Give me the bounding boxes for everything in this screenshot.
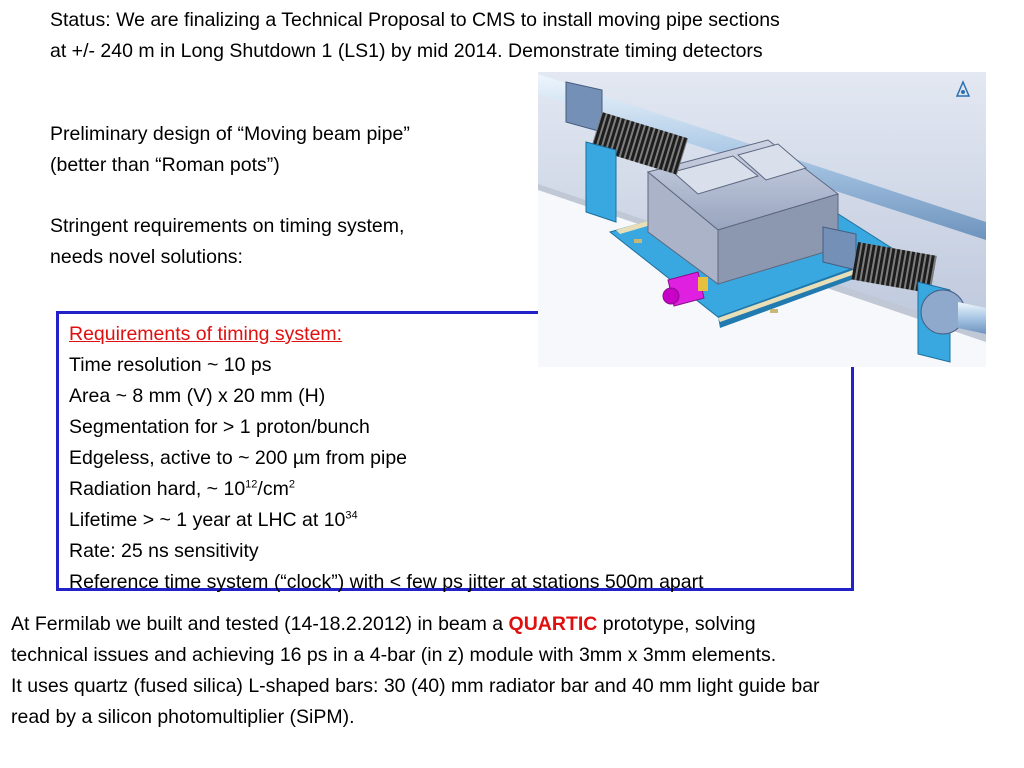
left-support bbox=[586, 142, 616, 222]
bottom-line-4: read by a silicon photomultiplier (SiPM). bbox=[11, 706, 355, 728]
requirements-title: Requirements of timing system: bbox=[69, 323, 343, 345]
bolt bbox=[770, 309, 778, 313]
req-radiation-prefix: Radiation hard, ~ 10 bbox=[69, 478, 246, 500]
req-lifetime bbox=[69, 505, 704, 536]
status-text bbox=[50, 5, 780, 67]
req-area: Area ~ 8 mm (V) x 20 mm (H) bbox=[69, 385, 326, 407]
req-radiation-exp2: 2 bbox=[288, 478, 295, 491]
design-line-1: Preliminary design of “Moving beam pipe” bbox=[50, 123, 410, 145]
stringent-paragraph bbox=[50, 211, 404, 273]
status-line-2: at +/- 240 m in Long Shutdown 1 (LS1) by mid 2014. Demonstrate timing detectors bbox=[50, 40, 763, 62]
req-segmentation: Segmentation for > 1 proton/bunch bbox=[69, 416, 370, 438]
req-time-resolution: Time resolution ~ 10 ps bbox=[69, 354, 272, 376]
req-reference: Reference time system (“clock”) with < few ps jitter at stations 500m apart bbox=[69, 571, 704, 593]
bottom-line-1-prefix: At Fermilab we built and tested (14-18.2.2012) in beam a bbox=[11, 613, 504, 635]
bolt bbox=[634, 239, 642, 243]
req-edgeless: Edgeless, active to ~ 200 µm from pipe bbox=[69, 447, 408, 469]
bottom-line-1 bbox=[11, 609, 820, 640]
stringent-line-2: needs novel solutions: bbox=[50, 246, 243, 268]
fermilab-paragraph bbox=[11, 609, 820, 733]
req-lifetime-prefix: Lifetime > ~ 1 year at LHC at 10 bbox=[69, 509, 346, 531]
design-paragraph bbox=[50, 119, 410, 181]
req-radiation-exp1: 12 bbox=[245, 478, 258, 491]
status-line-1: Status: We are finalizing a Technical Proposal to CMS to install moving pipe sections bbox=[50, 9, 780, 31]
stringent-line-1: Stringent requirements on timing system, bbox=[50, 215, 405, 237]
req-radiation bbox=[69, 474, 704, 505]
bottom-line-3: It uses quartz (fused silica) L-shaped bars: 30 (40) mm radiator bar and 40 mm light guide bar bbox=[11, 675, 820, 697]
connector-knob bbox=[663, 288, 679, 304]
quartic-highlight: QUARTIC bbox=[508, 613, 598, 635]
connector-clamp bbox=[698, 277, 708, 291]
req-rate: Rate: 25 ns sensitivity bbox=[69, 540, 259, 562]
bottom-line-1-suffix: prototype, solving bbox=[602, 613, 756, 635]
bottom-line-2: technical issues and achieving 16 ps in a 4-bar (in z) module with 3mm x 3mm elements. bbox=[11, 644, 777, 666]
moving-beam-pipe-figure bbox=[538, 72, 986, 367]
req-radiation-mid: /cm bbox=[257, 478, 289, 500]
right-flange bbox=[823, 227, 856, 270]
moving-beam-pipe-drawing bbox=[538, 72, 986, 367]
design-line-2: (better than “Roman pots”) bbox=[50, 154, 280, 176]
req-lifetime-exp: 34 bbox=[345, 509, 358, 522]
